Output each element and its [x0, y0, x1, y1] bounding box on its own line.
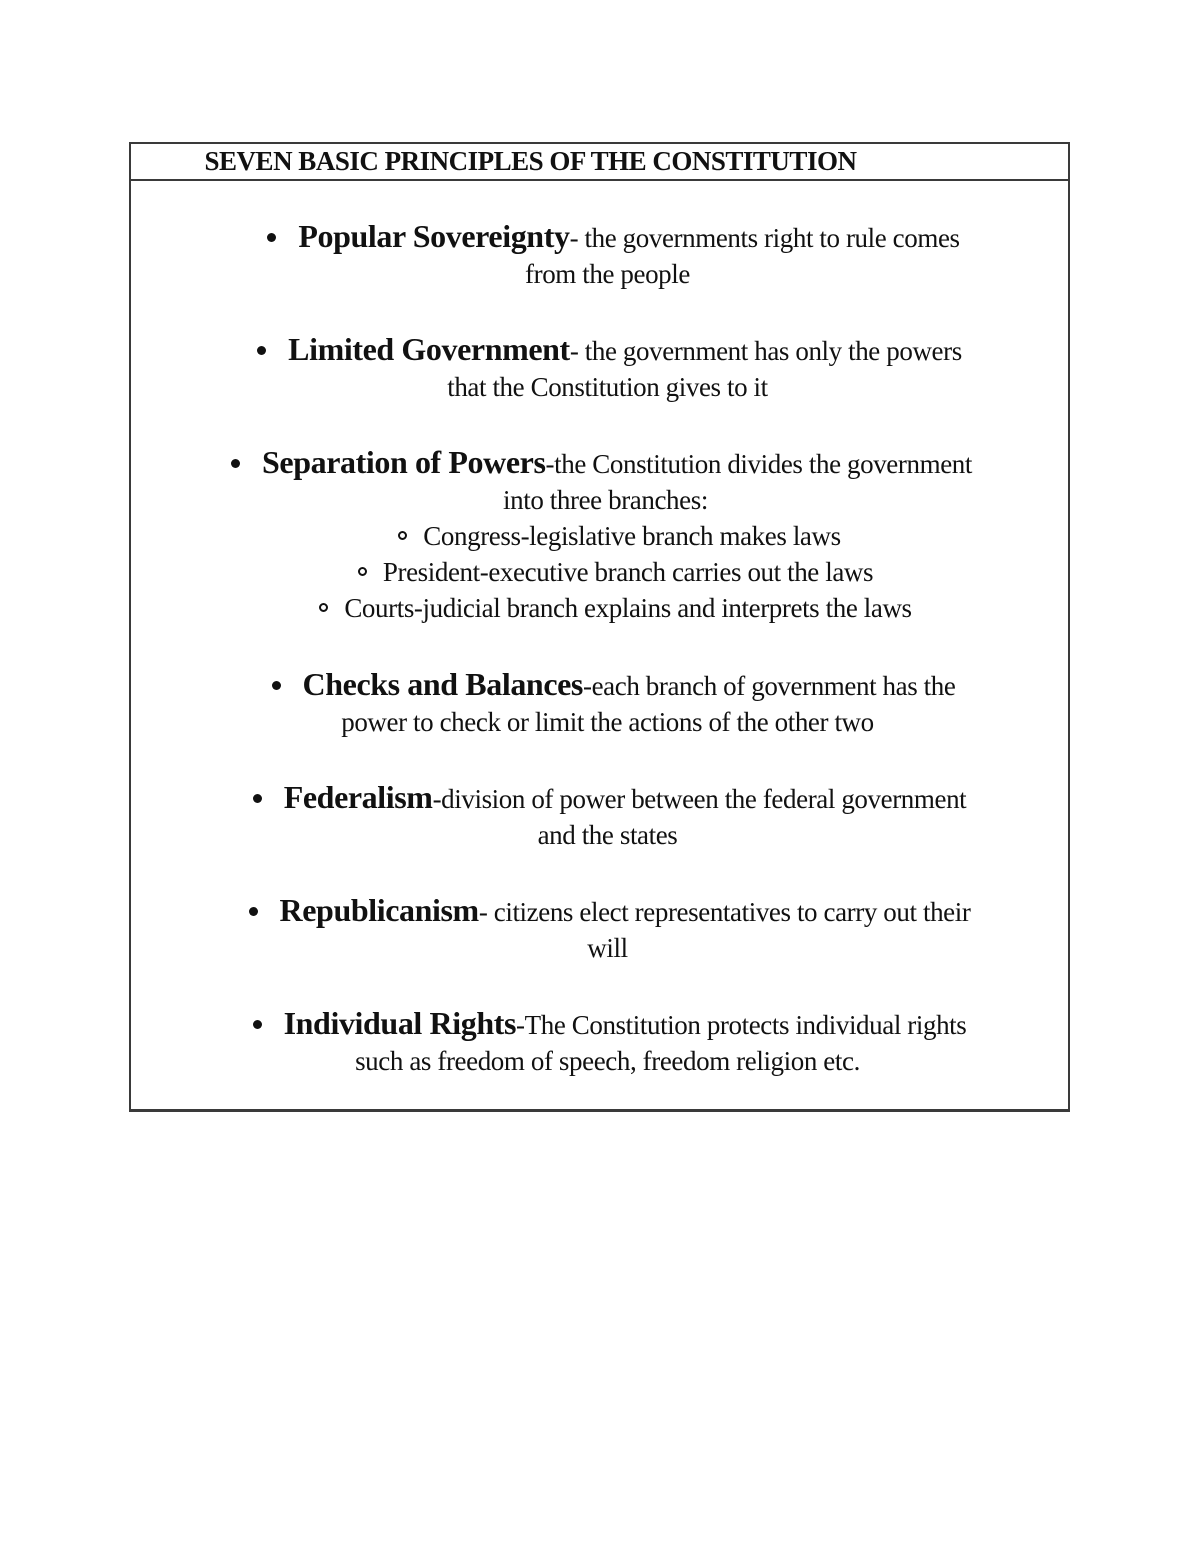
principles-box: [129, 142, 1070, 1112]
circle-bullet-icon: [398, 531, 407, 540]
bullet-icon: [257, 346, 266, 355]
principle-limited-government: [131, 331, 1072, 405]
principle-definition: - citizens elect representatives to carry out their: [478, 897, 971, 927]
principle-definition-continued: such as freedom of speech, freedom religion etc.: [355, 1046, 860, 1076]
principle-term: Limited Government: [288, 331, 570, 367]
principle-definition-continued: from the people: [525, 259, 690, 289]
branch-text: President-executive branch carries out the laws: [382, 557, 874, 587]
principle-term: Republicanism: [279, 892, 479, 928]
principle-definition: -each branch of government has the: [582, 671, 956, 701]
circle-bullet-icon: [358, 567, 367, 576]
principle-definition: -The Constitution protects individual rights: [516, 1010, 967, 1040]
principle-definition-continued: will: [587, 933, 628, 963]
branch-item: [145, 590, 1086, 626]
principle-definition: -the Constitution divides the government: [545, 449, 972, 479]
principle-separation-of-powers: [131, 444, 1072, 626]
branch-text: Congress-legislative branch makes laws: [423, 521, 841, 551]
principle-term: Popular Sovereignty: [298, 218, 570, 254]
principle-term: Federalism: [283, 779, 433, 815]
principle-definition: -division of power between the federal government: [432, 784, 967, 814]
principle-definition-continued: that the Constitution gives to it: [447, 372, 768, 402]
bullet-icon: [267, 233, 276, 242]
principle-term: Separation of Powers: [262, 444, 546, 480]
principle-republicanism: [131, 892, 1072, 966]
branch-text: Courts-judicial branch explains and interprets the laws: [344, 593, 912, 623]
principle-popular-sovereignty: [131, 218, 1072, 292]
principle-term: Individual Rights: [283, 1005, 517, 1041]
principle-definition-continued: power to check or limit the actions of the other two: [341, 707, 874, 737]
principle-individual-rights: [131, 1005, 1072, 1079]
bullet-icon: [272, 681, 281, 690]
principle-definition: - the governments right to rule comes: [569, 223, 960, 253]
bullet-icon: [249, 907, 258, 916]
bullet-icon: [253, 794, 262, 803]
document-title: SEVEN BASIC PRINCIPLES OF THE CONSTITUTION: [131, 144, 1068, 181]
principle-definition-continued: into three branches:: [503, 485, 708, 515]
principle-definition: - the government has only the powers: [569, 336, 962, 366]
principle-federalism: [131, 779, 1072, 853]
branch-item: [149, 518, 1090, 554]
branch-item: [145, 554, 1086, 590]
bullet-icon: [231, 459, 240, 468]
bullet-icon: [253, 1020, 262, 1029]
principle-term: Checks and Balances: [302, 666, 583, 702]
circle-bullet-icon: [319, 603, 328, 612]
principle-checks-and-balances: [131, 666, 1072, 740]
principle-definition-continued: and the states: [537, 820, 678, 850]
